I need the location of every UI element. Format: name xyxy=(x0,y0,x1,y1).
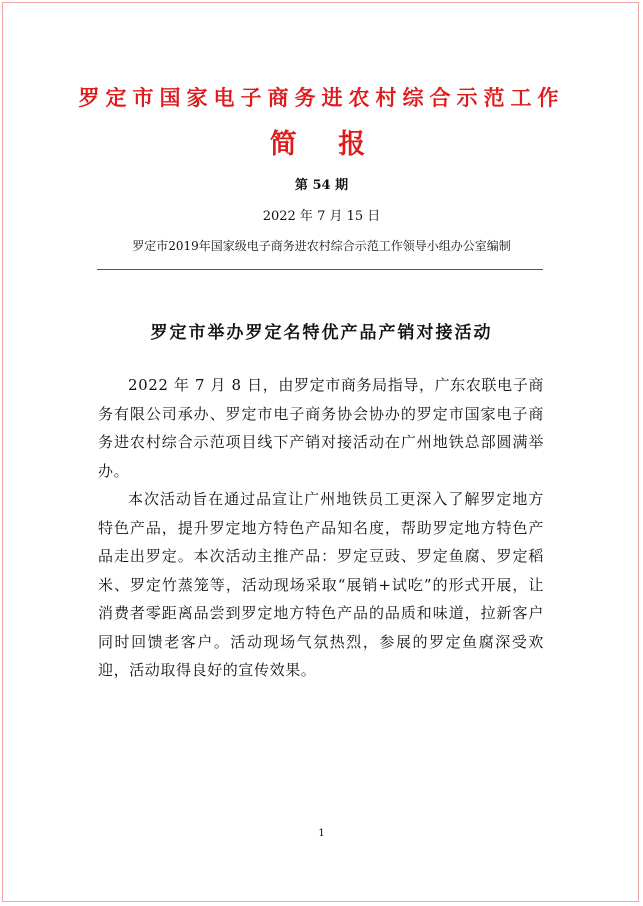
article-title: 罗定市举办罗定名特优产品产销对接活动 xyxy=(150,323,493,343)
article-paragraph: 本次活动旨在通过品宣让广州地铁员工更深入了解罗定地方特色产品，提升罗定地方特色产品知名度，帮助罗定地方特色产品走出罗定。本次活动主推产品：罗定豆豉、罗定鱼腐、罗定稻米、罗定竹蒸笼等，活动现场采取“展销+试吃”的形式开展，让消费者零距离品尝到罗定地方特色产品的品质和味道，拉新客户同时回馈老客户。活动现场气氛热烈，参展的罗定鱼腐深受欢迎，活动取得良好的宣传效果。 xyxy=(98,490,544,679)
header-divider xyxy=(97,269,543,270)
bulletin-name: 简 报 xyxy=(269,129,382,160)
article-paragraph: 2022 年 7 月 8 日，由罗定市商务局指导，广东农联电子商务有限公司承办、罗定市电子商务协会协办的罗定市国家电子商务进农村综合示范项目线下产销对接活动在广州地铁总部圆满举办。 xyxy=(98,376,544,480)
editor-line: 罗定市2019年国家级电子商务进农村综合示范工作领导小组办公室编制 xyxy=(132,239,511,253)
issue-date: 2022 年 7 月 15 日 xyxy=(262,209,381,224)
bulletin-header-title: 罗定市国家电子商务进农村综合示范工作 xyxy=(78,85,565,110)
issue-number: 第 54 期 xyxy=(294,178,349,193)
page-number: 1 xyxy=(318,828,325,839)
article-body xyxy=(98,371,544,685)
